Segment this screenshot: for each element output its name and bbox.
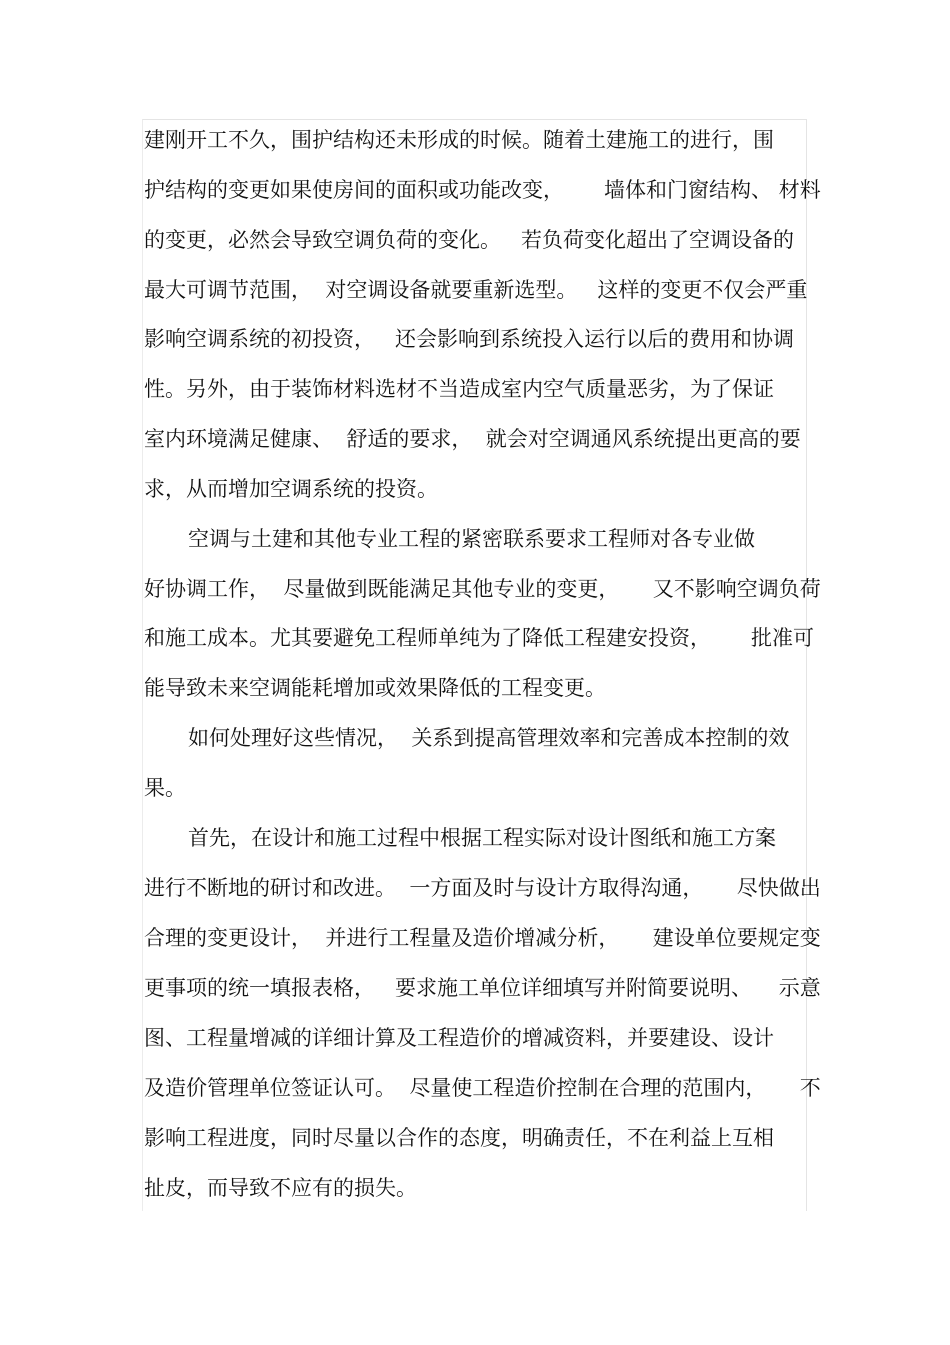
- paragraph-line: 室内环境满足健康、 舒适的要求， 就会对空调通风系统提出更高的要: [144, 427, 801, 451]
- paragraph-line: 扯皮，而导致不应有的损失。: [144, 1176, 417, 1200]
- paragraph-line: 最大可调节范围， 对空调设备就要重新选型。 这样的变更不仅会严重: [144, 278, 808, 302]
- paragraph-line: 性。另外，由于装饰材料选材不当造成室内空气质量恶劣，为了保证: [144, 377, 774, 401]
- paragraph-line: 的变更，必然会导致空调负荷的变化。 若负荷变化超出了空调设备的: [144, 228, 795, 252]
- paragraph-line: 和施工成本。尤其要避免工程师单纯为了降低工程建安投资， 批准可: [144, 626, 815, 650]
- paragraph-line: 合理的变更设计， 并进行工程量及造价增减分析， 建设单位要规定变: [144, 926, 821, 950]
- paragraph-line: 果。: [144, 776, 186, 800]
- paragraph-line: 好协调工作， 尽量做到既能满足其他专业的变更， 又不影响空调负荷: [144, 577, 821, 601]
- paragraph-first-line: 首先，在设计和施工过程中根据工程实际对设计图纸和施工方案: [188, 826, 776, 850]
- paragraph-line: 更事项的统一填报表格， 要求施工单位详细填写并附简要说明、 示意: [144, 976, 821, 1000]
- paragraph-line: 护结构的变更如果使房间的面积或功能改变， 墙体和门窗结构、 材料: [144, 178, 821, 202]
- paragraph-first-line: 空调与土建和其他专业工程的紧密联系要求工程师对各专业做: [188, 527, 755, 551]
- paragraph-line: 求，从而增加空调系统的投资。: [144, 477, 438, 501]
- paragraph-line: 建刚开工不久，围护结构还未形成的时候。随着土建施工的进行，围: [144, 128, 774, 152]
- paragraph-line: 及造价管理单位签证认可。 尽量使工程造价控制在合理的范围内， 不: [144, 1076, 821, 1100]
- paragraph-line: 影响工程进度，同时尽量以合作的态度，明确责任，不在利益上互相: [144, 1126, 774, 1150]
- paragraph-line: 图、工程量增减的详细计算及工程造价的增减资料，并要建设、设计: [144, 1026, 774, 1050]
- paragraph-line: 能导致未来空调能耗增加或效果降低的工程变更。: [144, 676, 606, 700]
- paragraph-line: 影响空调系统的初投资， 还会影响到系统投入运行以后的费用和协调: [144, 327, 795, 351]
- paragraph-first-line: 如何处理好这些情况， 关系到提高管理效率和完善成本控制的效: [188, 726, 790, 750]
- paragraph-line: 进行不断地的研讨和改进。 一方面及时与设计方取得沟通， 尽快做出: [144, 876, 821, 900]
